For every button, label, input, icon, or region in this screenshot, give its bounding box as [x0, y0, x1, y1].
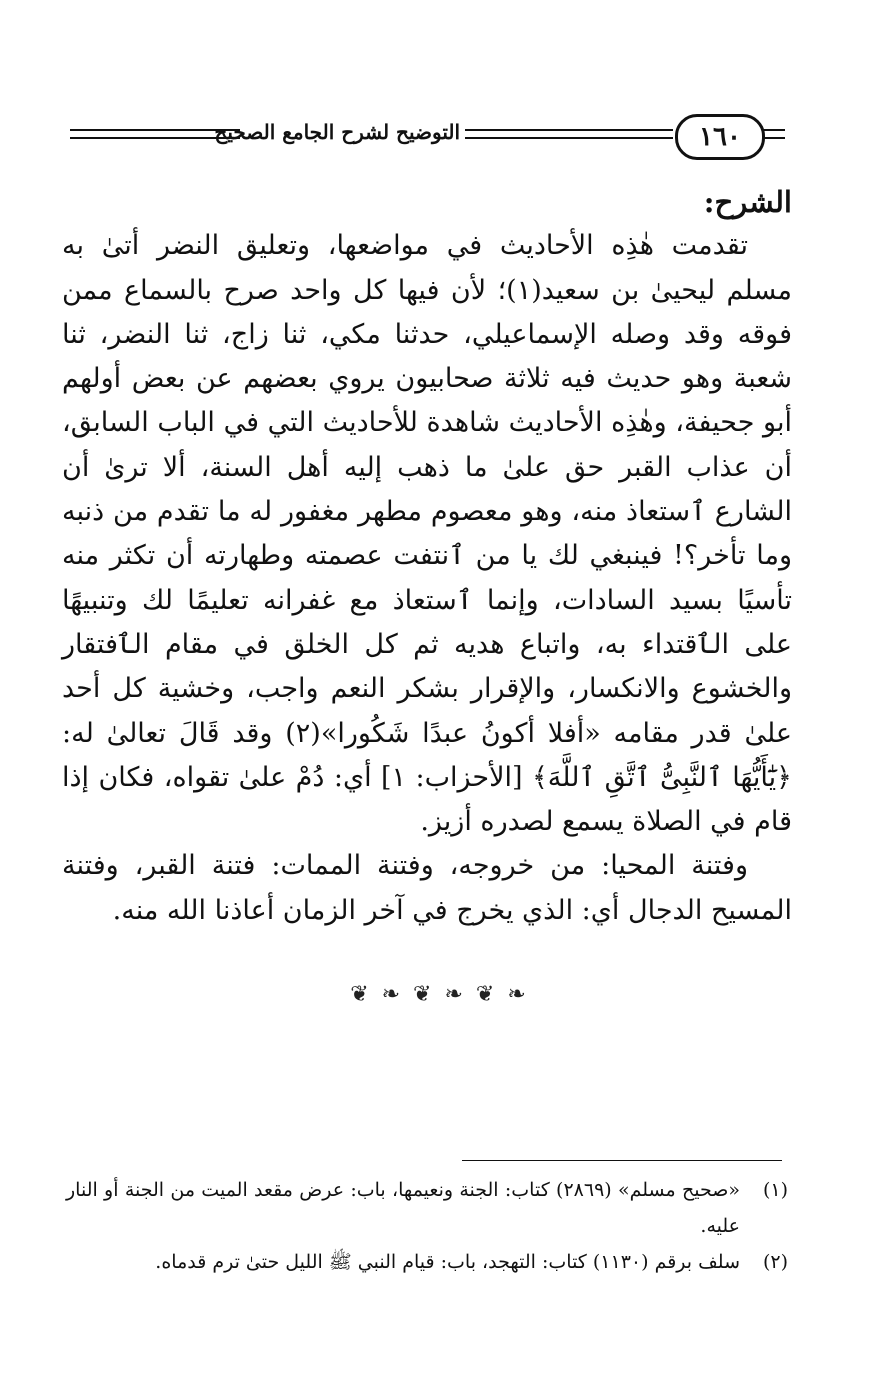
paragraph-2: وفتنة المحيا: من خروجه، وفتنة الممات: فتنة القبر، وفتنة المسيح الدجال أي: الذي يخرج في آخر الزمان أعاذنا الله منه. — [62, 850, 792, 926]
main-text — [62, 180, 792, 933]
header-rule-left — [70, 129, 240, 139]
footnote-2 — [66, 1244, 788, 1280]
footnote-1 — [66, 1172, 788, 1244]
paragraph-1: تقدمت هٰذِه الأحاديث في مواضعها، وتعليق النضر أتىٰ به مسلم ليحيىٰ بن سعيد(١)؛ لأن فيها كل واحد صرح بالسماع ممن فوقه وقد وصله الإسماعيلي، حدثنا مكي، ثنا زاج، ثنا النضر، ثنا شعبة وهو حديث فيه ثلاثة صحابيون يروي بعضهم عن بعض أولهم أبو جحيفة، وهٰذِه الأحاديث شاهدة للأحاديث التي في الباب السابق، أن عذاب القبر حق علىٰ ما ذهب إليه أهل السنة، ألا ترىٰ أن الشارع ٱستعاذ منه، وهو معصوم مطهر مغفور له ما تقدم من ذنبه وما تأخر؟! فينبغي لك يا من ٱنتفت عصمته وطهارته أن تكثر منه تأسيًا بسيد السادات، وإنما ٱستعاذ مع غفرانه تعليمًا لك وتنبيهًا على الٱقتداء به، واتباع هديه ثم كل الخلق في مقام الٱفتقار والخشوع والانكسار، والإقرار بشكر النعم واجب، وخشية كل أحد علىٰ قدر مقامه «أفلا أكونُ عبدًا شَكُورا»(٢) وقد قَالَ تعالىٰ له: ﴿يَٰٓأَيُّهَا ٱلنَّبِىُّ ٱتَّقِ ٱللَّهَ﴾ [الأحزاب: ١] أي: دُمْ علىٰ تقواه، فكان إذا قام في الصلاة يسمع لصدره أزيز. — [62, 230, 793, 838]
footnotes — [66, 1172, 788, 1280]
footnote-number: (٢) — [762, 1251, 788, 1273]
section-end-ornament: ❧ ❦ ❧ ❦ ❧ ❦ — [350, 982, 529, 1007]
running-title: التوضيح لشرح الجامع الصحيح — [214, 120, 460, 144]
footnote-text: سلف برقم (١١٣٠) كتاب: التهجد، باب: قيام النبي ﷺ الليل حتىٰ ترم قدماه. — [155, 1251, 740, 1273]
footnote-text: «صحيح مسلم» (٢٨٦٩) كتاب: الجنة ونعيمها، باب: عرض مقعد الميت من الجنة أو النار عليه. — [66, 1179, 740, 1237]
footnote-separator — [462, 1160, 782, 1161]
section-heading: الشرح: — [703, 185, 792, 219]
page-number: ١٦٠ — [675, 114, 765, 160]
footnote-number: (١) — [762, 1179, 788, 1201]
header-rule-middle — [465, 129, 673, 139]
page-header — [70, 112, 785, 160]
